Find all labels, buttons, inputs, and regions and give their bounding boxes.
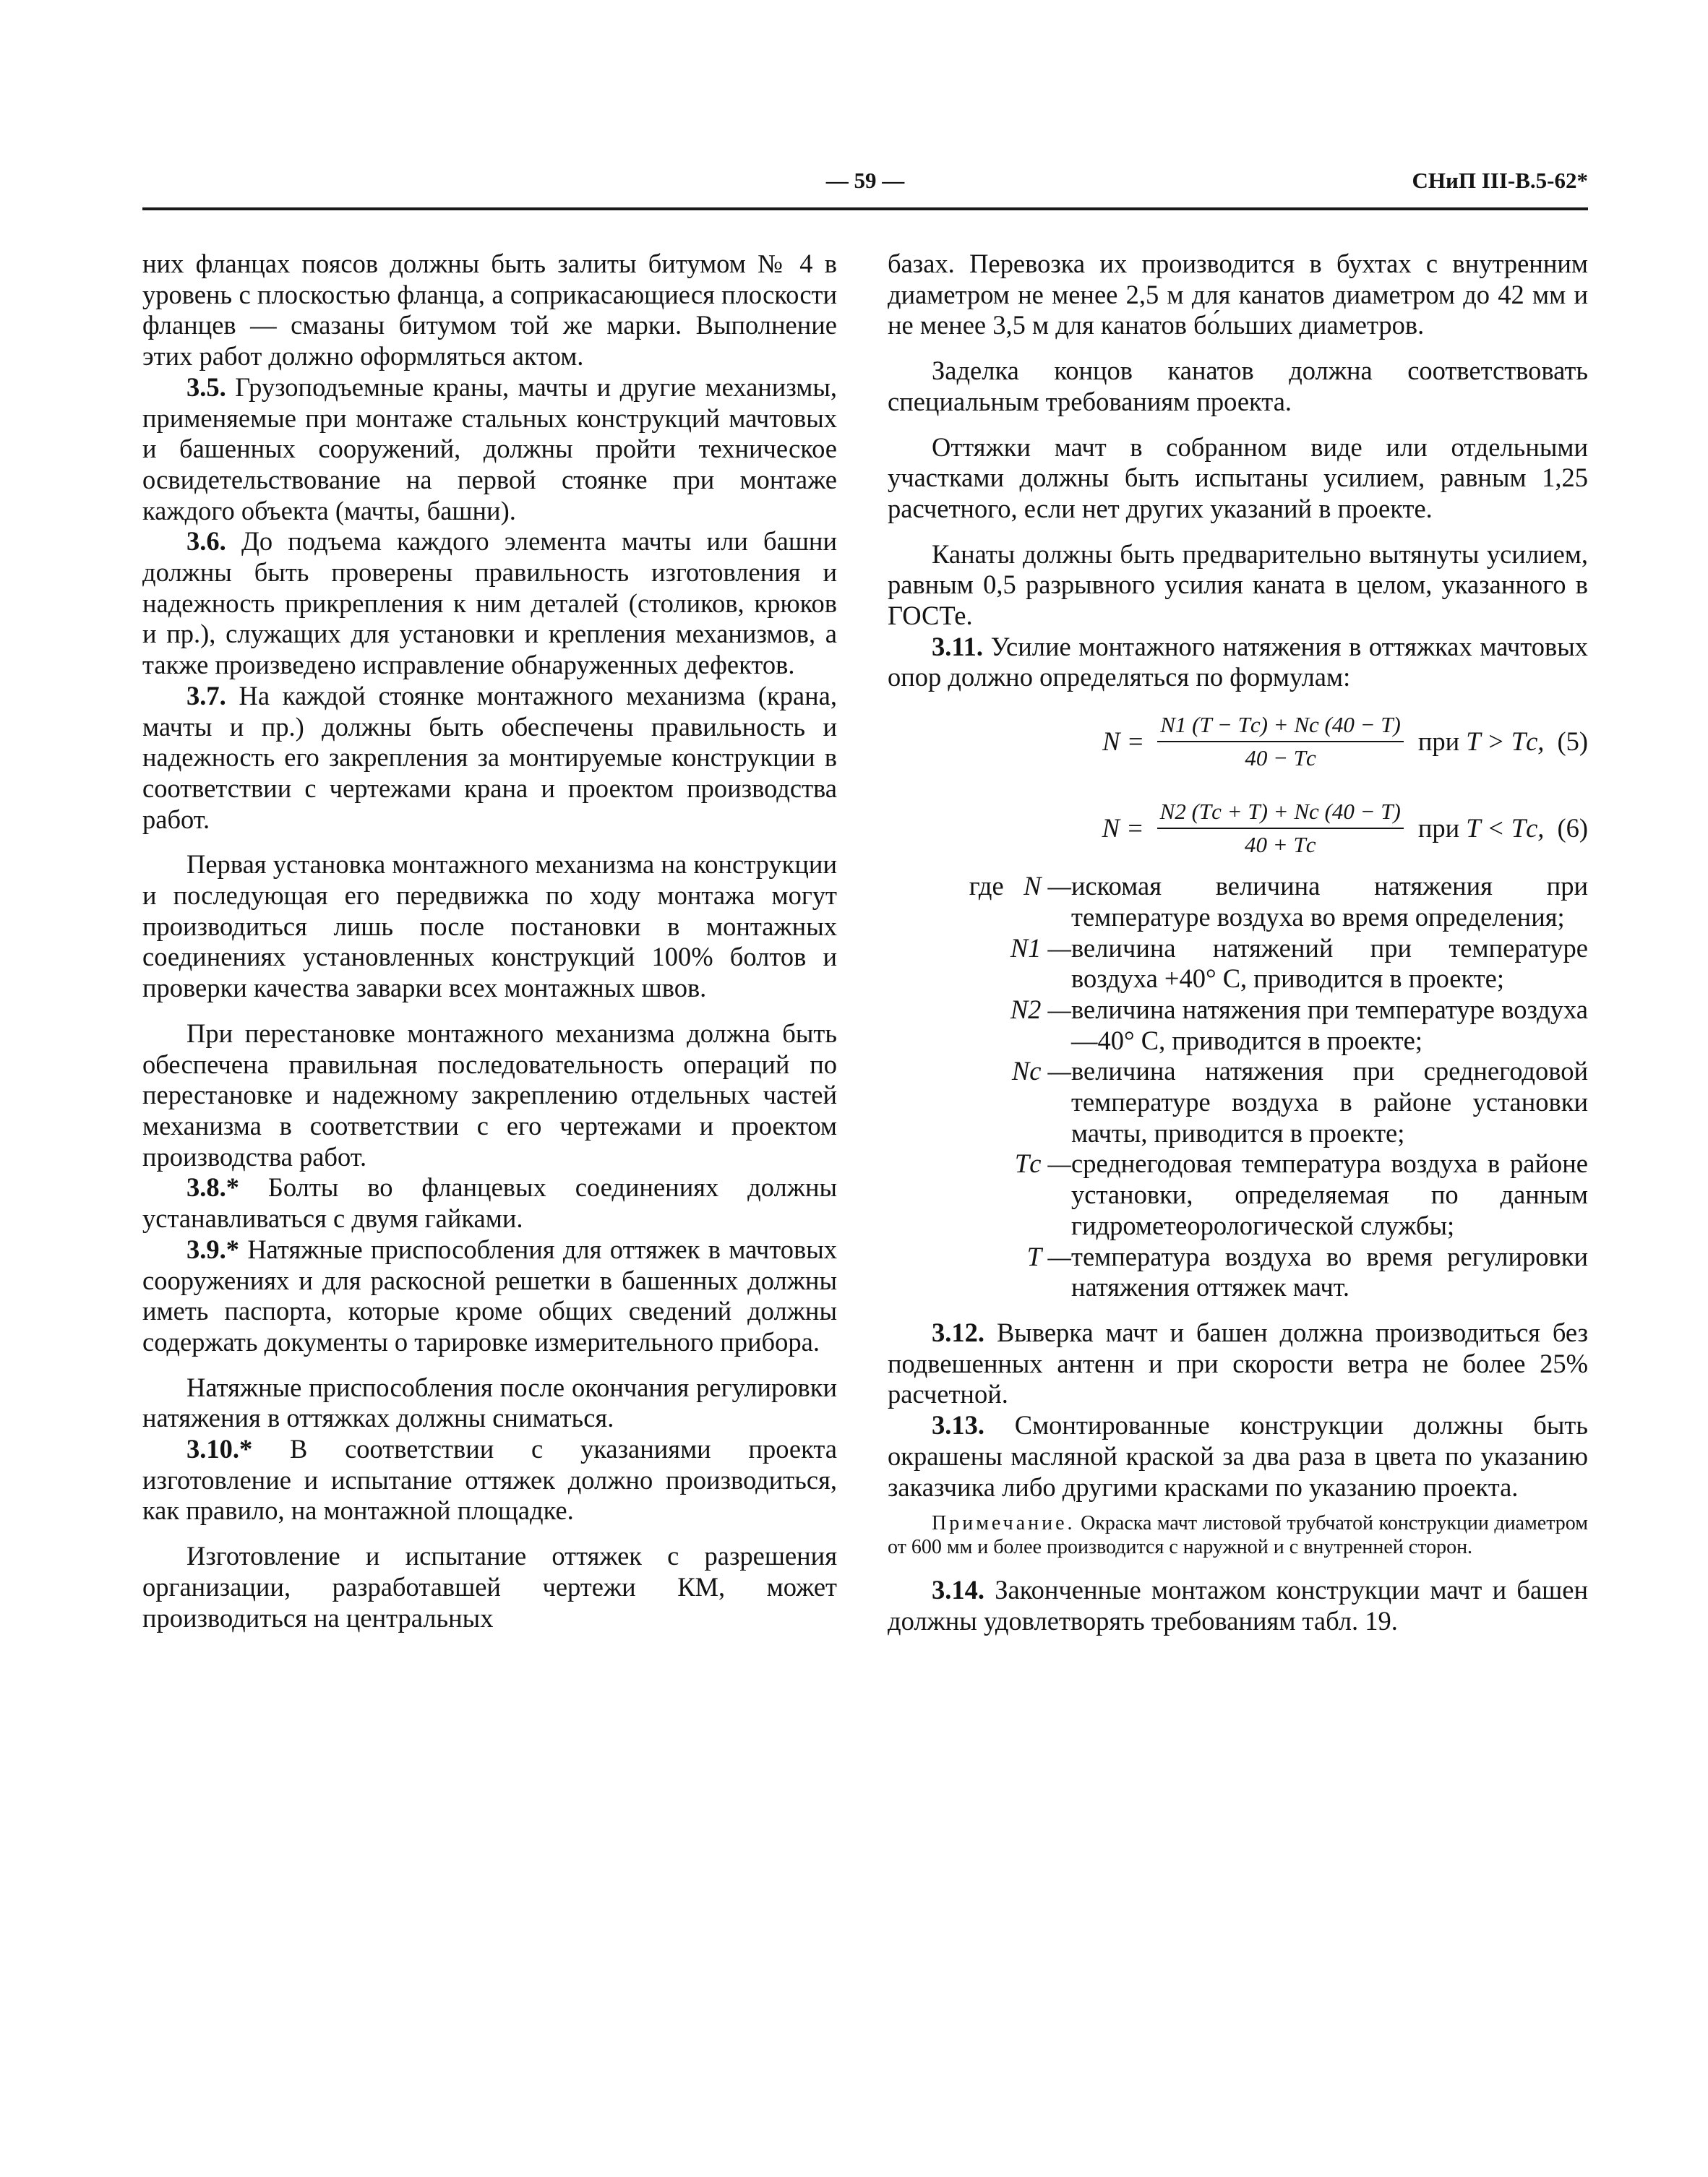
definition-item [888,1148,1588,1241]
formula-number: (6) [1557,812,1588,843]
section-text: Смонтированные конструкции должны быть окрашены масляной краской за два раза в цвета по указанию заказчика либо другими красками по указанию проекта. [888,1410,1588,1502]
formula-5 [888,703,1588,780]
paragraph-tension-devices: Натяжные приспособления после окончания регулировки натяжения в оттяжках должны сниматься. [142,1372,837,1433]
definition-text: величина натяжения при температуре воздуха —40° С, приводится в проекте; [1071,994,1588,1055]
paragraph-manufacture: Изготовление и испытание оттяжек с разрешения организации, разработавшей чертежи КМ, может производиться на центральных [142,1541,837,1633]
definition-item [888,1242,1588,1303]
note-label: Примечание. [932,1512,1076,1535]
formula-number: (5) [1557,726,1588,756]
section-3-13 [888,1410,1588,1503]
definition-symbol [888,933,1071,995]
formula-numerator: N2 (Tс + T) + Nс (40 − T) [1157,797,1404,829]
section-text: Усилие монтажного натяжения в оттяжках мачтовых опор должно определяться по формулам: [888,631,1588,692]
definition-symbol-text: Nс — [1011,1056,1071,1086]
definition-text: среднегодовая температура воздуха в районе установки, определяемая по данным гидрометеорологической службы; [1071,1148,1588,1240]
section-number: 3.7. [186,680,226,710]
section-number: 3.11. [932,631,983,661]
definition-symbol-text: N — [1023,871,1071,901]
section-3-12 [888,1318,1588,1410]
definition-symbol [888,871,1071,932]
definition-text: температура воздуха во время регулировки натяжения оттяжек мачт. [1071,1241,1588,1302]
definition-symbol [888,1056,1071,1148]
section-3-14 [888,1575,1588,1636]
section-number: 3.8.* [186,1172,239,1203]
definition-symbol-text: N2 — [1010,994,1071,1024]
section-3-6 [142,526,837,681]
definition-text: искомая величина натяжения при температуре воздуха во время определения; [1071,871,1588,932]
paragraph-first-install: Первая установка монтажного механизма на конструкции и последующая его передвижка по ходу монтажа могут производиться лишь после постановки в монтажных соединениях установленных конструкций 100% болтов и проверки качества заварки всех монтажных швов. [142,849,837,1003]
section-number: 3.6. [186,526,226,557]
formula-denominator: 40 − Tс [1245,745,1316,771]
definitions-list [888,871,1588,1303]
section-text: В соответствии с указаниями проекта изготовление и испытание оттяжек должно производиться, как правило, на монтажной площадке. [142,1434,837,1526]
section-number: 3.5. [186,372,226,402]
section-number: 3.14. [932,1575,984,1605]
formula-numerator: N1 (T − Tс) + Nс (40 − T) [1157,710,1404,742]
section-number: 3.9.* [186,1234,239,1264]
section-text: Выверка мачт и башен должна производиться без подвешенных антенн и при скорости ветра не более 25% расчетной. [888,1317,1588,1409]
section-text: На каждой стоянке монтажного механизма (крана, мачты и пр.) должны быть обеспечены правильность и надежность его закрепления за монтируемые конструкции в соответствии с чертежами крана и проектом производства работ. [142,680,837,834]
formula-denominator: 40 + Tс [1245,832,1316,858]
definition-symbol-text: T — [1026,1241,1071,1271]
where-word: где [969,871,1004,901]
header-rule [142,207,1588,210]
definition-text: величина натяжений при температуре воздуха +40° С, приводится в проекте; [1071,932,1588,994]
formula-condition [1418,813,1545,844]
definition-symbol [888,1148,1071,1241]
formula-condition-word: при [1417,726,1460,756]
definition-symbol-text: Tс — [1014,1148,1071,1179]
definition-item [888,995,1588,1056]
section-3-10 [142,1434,837,1527]
paragraph-continuation: них фланцах поясов должны быть залиты битумом № 4 в уровень с плоскостью фланца, а соприкасающиеся плоскости фланцев — смазаны битумом той же марки. Выполнение этих работ должно оформляться актом. [142,249,837,372]
definition-symbol [888,995,1071,1056]
section-text: Законченные монтажом конструкции мачт и башен должны удовлетворять требованиям табл. 19. [888,1575,1588,1636]
section-number: 3.13. [932,1410,984,1440]
formula-6 [888,790,1588,867]
section-text: До подъема каждого элемента мачты или башни должны быть проверены правильность изготовления и надежность прикрепления к ним деталей (столиков, крюков и пр.), служащих для установки и крепления механизмов, а также произведено исправление обнаруженных дефектов. [142,526,837,680]
formula-fraction [1157,797,1404,859]
section-text: Грузоподъемные краны, мачты и другие механизмы, применяемые при монтаже стальных конструкций мачтовых и башенных сооружений, должны пройти техническое освидетельствование на первой стоянке при монтаже каждого объекта (мачты, башни). [142,372,837,525]
section-number: 3.10.* [186,1434,253,1464]
paragraph-rope-ends: Заделка концов канатов должна соответствовать специальным требованиям проекта. [888,356,1588,416]
section-3-7 [142,681,837,836]
page-number: — 59 — [825,168,905,193]
definition-item [888,933,1588,995]
formula-condition-expr: T > Tс, [1466,726,1545,756]
paragraph-reinstall: При перестановке монтажного механизма должна быть обеспечена правильная последовательность операций по перестановке и надежному закреплению отдельных частей механизма в соответствии с его чертежами и проектом производства работ. [142,1018,837,1172]
right-column [888,249,1588,1637]
left-column [142,249,837,1633]
section-3-5 [142,372,837,527]
section-text: Болты во фланцевых соединениях должны устанавливаться с двумя гайками. [142,1172,837,1234]
formula-lhs: N = [1102,812,1144,843]
paragraph-rope-stretching: Канаты должны быть предварительно вытянуты усилием, равным 0,5 разрывного усилия каната в целом, указанного в ГОСТе. [888,538,1588,631]
section-3-11 [888,632,1588,693]
paragraph-guy-testing: Оттяжки мачт в собранном виде или отдельными участками должны быть испытаны усилием, равным 1,25 расчетного, если нет других указаний в проекте. [888,431,1588,523]
paragraph-continuation: базах. Перевозка их производится в бухтах с внутренним диаметром не менее 2,5 м для канатов диаметром до 42 мм и не менее 3,5 м для канатов бо́льших диаметров. [888,249,1588,340]
formula-condition-word: при [1417,812,1460,843]
note-text: Окраска мачт листовой трубчатой конструкции диаметром от 600 мм и более производится с наружной и с внутренней сторон. [888,1512,1588,1559]
definition-text: величина натяжения при среднегодовой температуре воздуха в районе установки мачты, приводится в проекте; [1071,1056,1588,1148]
note [888,1511,1588,1559]
page-header [142,163,1588,207]
formula-condition-expr: T < Tс, [1466,812,1545,843]
section-number: 3.12. [932,1317,984,1347]
definition-symbol [888,1242,1071,1303]
formula-fraction [1157,710,1404,773]
formula-condition [1418,726,1545,757]
definition-item [888,871,1588,932]
section-3-8 [142,1172,837,1234]
formula-lhs: N = [1102,726,1145,756]
section-3-9 [142,1235,837,1358]
document-code: СНиП III-В.5-62* [1412,168,1588,193]
definition-symbol-text: N1 — [1010,932,1071,963]
section-text: Натяжные приспособления для оттяжек в мачтовых сооружениях и для раскосной решетки в башенных должны иметь паспорта, которые кроме общих сведений должны содержать документы о тарировке измерительного прибора. [142,1234,837,1357]
definition-item [888,1056,1588,1148]
